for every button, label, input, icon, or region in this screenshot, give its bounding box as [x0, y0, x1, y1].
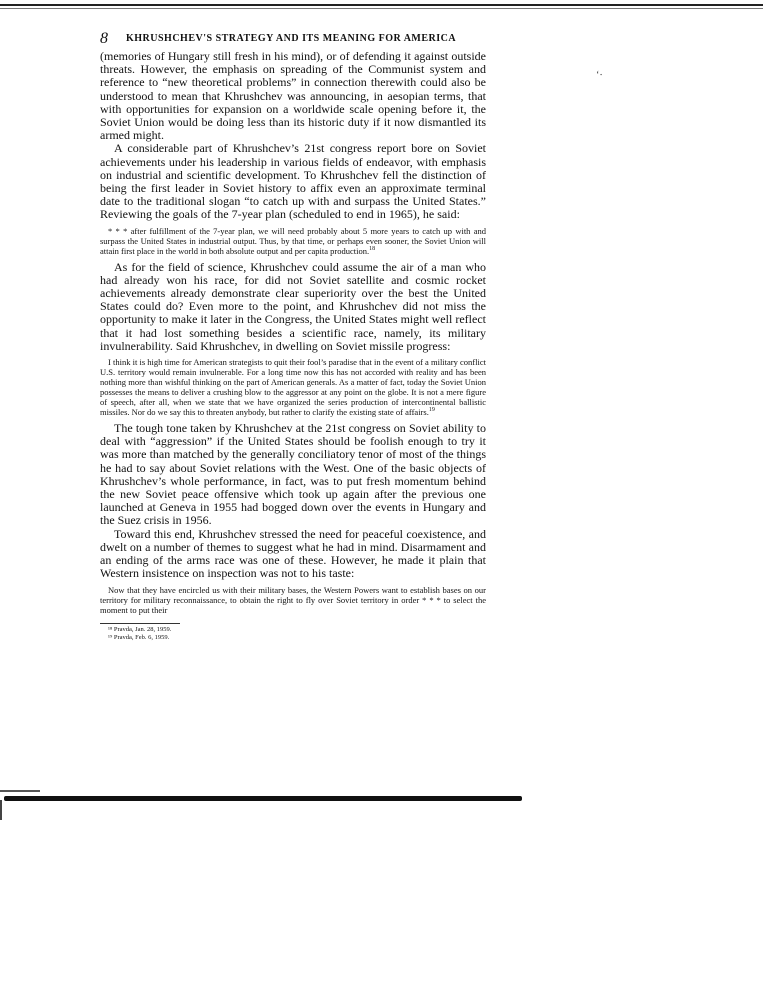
block-quote-3: Now that they have encircled us with their military bases, the Western Powers want to establish bases on our territory for military reconnaissance, to obtain the right to fly over Soviet territory in order * * * to select the moment to put their — [100, 584, 486, 615]
paragraph-1: (memories of Hungary still fresh in his mind), or of defending it against outside threats. However, the emphasis on spreading of the Communist system and reference to “new theoretical problems” in connection therewith could also be understood to mean that Khrushchev was announcing, in aesopian terms, that with opportunities for expansion on a worldwide scale opening before it, the Soviet Union would be doing less than its historic duty if it now dismantled its armed might. — [100, 49, 486, 143]
paragraph-4: The tough tone taken by Khrushchev at the 21st congress on Soviet ability to deal with “aggression” if the United States should be foolish enough to try it was more than matched by the generally conciliatory tenor of most of the things he had to say about Soviet relations with the West. One of the basic objects of Khrushchev’s whole performance, in fact, was to put fresh momentum behind the new Soviet peace offensive which took up again after the previous one launched at Geneva in 1955 had bogged down over the events in Hungary and the Suez crisis in 1956. — [100, 421, 486, 528]
top-edge-rule — [0, 4, 763, 6]
block-quote-1-text: * * * after fulfillment of the 7-year plan, we will need probably about 5 more years to catch up with and surpass the United States in industrial output. Thus, by that time, or perhaps even sooner, the Soviet Union will attain first place in the world in both absolute output and per capita production. — [100, 225, 486, 256]
bottom-edge-rule — [4, 796, 522, 801]
bottom-left-edge — [0, 800, 2, 820]
footnote-divider — [100, 623, 180, 624]
bottom-scan-mark — [0, 790, 40, 792]
paragraph-2: A considerable part of Khrushchev’s 21st congress report bore on Soviet achievements under his leadership in various fields of endeavor, with emphasis on industrial and scientific development. To Khrushchev fell the distinction of being the first leader in Soviet history to affix even an approximate terminal date to the traditional slogan “to catch up with and surpass the United States.” Reviewing the goals of the 7-year plan (scheduled to end in 1965), he said: — [100, 141, 486, 222]
paragraph-5: Toward this end, Khrushchev stressed the need for peaceful coexistence, and dwelt on a number of themes to suggest what he had in mind. Disarmament and an ending of the arms race was one of these. However, he made it plain that Western insistence on inspection was not to his taste: — [100, 526, 486, 581]
block-quote-1 — [100, 226, 486, 256]
footnote-18: ¹⁸ Pravda, Jan. 28, 1959. — [108, 625, 172, 633]
running-title: KHRUSHCHEV'S STRATEGY AND ITS MEANING FOR AMERICA — [126, 33, 457, 44]
block-quote-2-text: I think it is high time for American strategists to quit their fool’s paradise that in the event of a military conflict U.S. territory would remain invulnerable. For a long time now this has not accorded with reality and has been nothing more than wishful thinking on the part of American generals. As a matter of fact, today the Soviet Union possesses the means to deliver a crushing blow to the aggressor at any point on the globe. It is not a mere figure of speech, after all, when we state that we have organized the series production of intercontinental ballistic missiles. Nor do we say this to threaten anybody, but rather to clarify the existing state of affairs. — [100, 357, 486, 418]
block-quote-2 — [100, 357, 486, 417]
footnote-ref-19: 19 — [428, 407, 435, 414]
page-body — [100, 50, 486, 642]
footnotes — [100, 626, 486, 642]
footnote-19: ¹⁹ Pravda, Feb. 6, 1959. — [108, 633, 170, 641]
margin-mark: ‘⋅ — [596, 70, 603, 81]
paragraph-3: As for the field of science, Khrushchev could assume the air of a man who had already won his race, for did not Soviet satellite and cosmic rocket achievements already demonstrate clear superiority over the best the United States could do? Even more to the point, and Khrushchev did not miss the opportunity to make it later in the Congress, the United States might well reflect that it had lost something besides a scientific race, namely, its military invulnerability. Said Khrushchev, in dwelling on Soviet missile progress: — [100, 259, 486, 353]
top-edge-rule-secondary — [0, 8, 763, 9]
page-header — [100, 30, 486, 46]
footnote-ref-18: 18 — [369, 245, 376, 252]
page-number: 8 — [100, 30, 108, 47]
